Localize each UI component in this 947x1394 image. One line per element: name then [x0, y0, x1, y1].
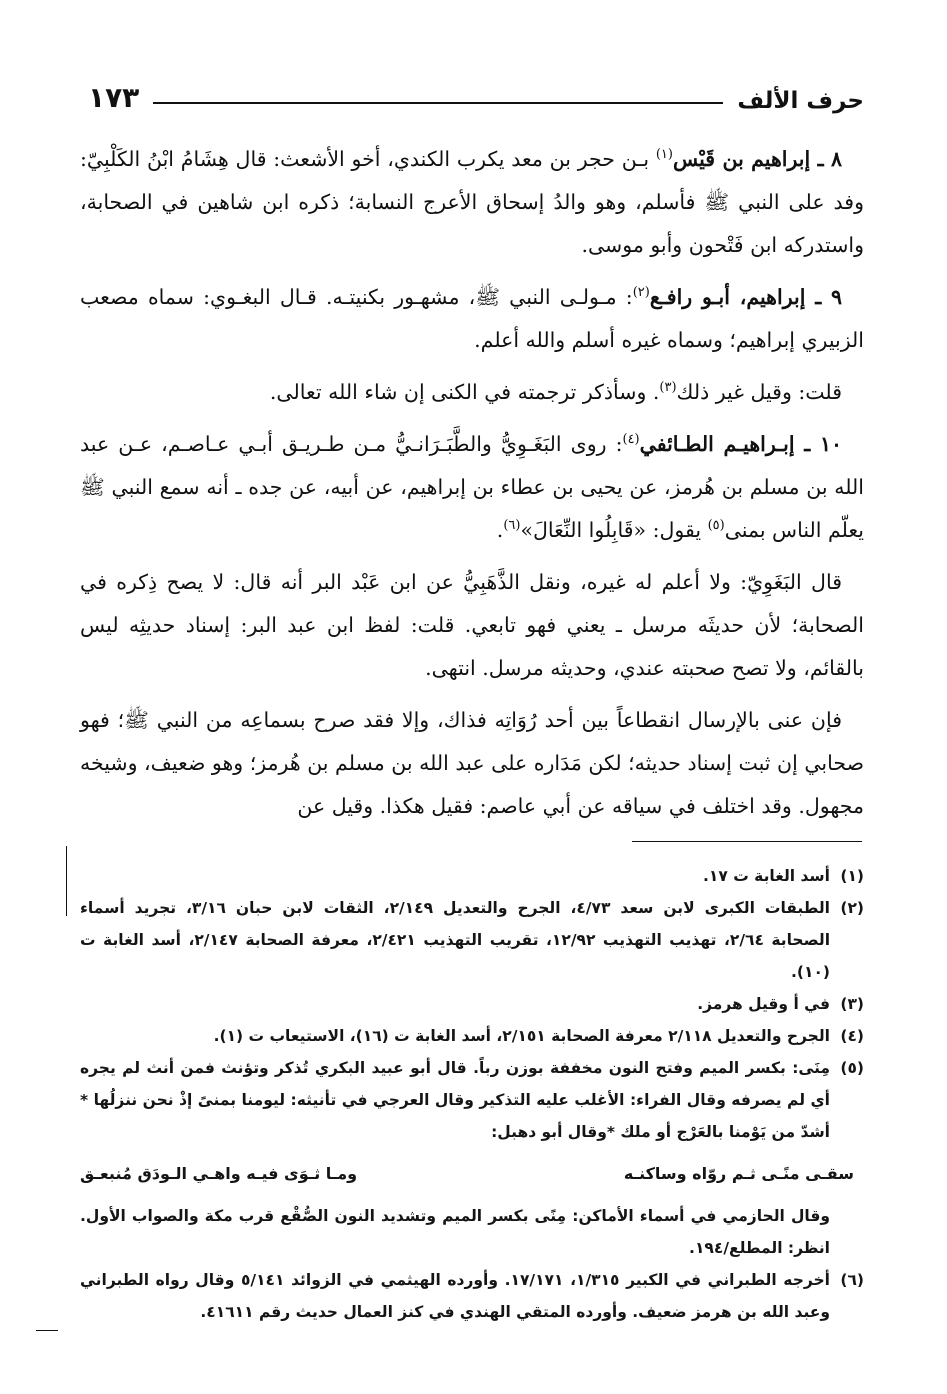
footnote-number: (١): [840, 867, 864, 885]
entry-heading: ٨ ـ إبراهيم بن قَيْس: [672, 147, 842, 171]
chapter-title: حرف الألف: [737, 88, 864, 114]
footnote-text: في أ وقيل هرمز.: [697, 995, 830, 1013]
footnote-1: [80, 860, 864, 892]
main-text: [80, 138, 864, 837]
entry-text: بـن حجر بن معد يكرب الكندي، أخو الأشعث: قال هِشَامُ ابْنُ الكَلْبِيّ: وفد على النبي ﷺ فأسلم، وهو والدُ إسحاق الأعرج النسابة؛ ذكره ابن شاهين في الصحابة، واستدركه ابن فَتْحون وأبو موسى.: [80, 147, 864, 257]
entry-10: [80, 423, 864, 552]
entry-text: : مـولـى النبي ﷺ، مشهـور بكنيتـه. قـال البغـوي: سماه مصعب الزبيري إبراهيم؛ وسماه غيره أسلم والله أعلم.: [80, 285, 864, 352]
footnote-number: (٥): [840, 1059, 864, 1077]
footnote-number: (٦): [840, 1271, 864, 1289]
entry-text: : روى البَغَـوِيُّ والطَّبَـرَانـيُّ مـن طـريـق أبـي عـاصـم، عـن عبد الله بن مسلم بن هُرمز، عن يحيى بن عطاء بن إبراهيم، عن أبيه، عن جده ـ أنه سمع النبي ﷺ يعلّم الناس بمنى: [80, 432, 864, 542]
margin-dash: [36, 1330, 58, 1331]
paragraph: قال البَغَوِيّ: ولا أعلم له غيره، ونقل الذَّهَبِيُّ عن ابن عَبْد البر أنه قال: لا يصح ذِكره في الصحابة؛ لأن حديثَه مرسل ـ يعني فهو تابعي. قلت: لفظ ابن عبد البر: إسناد حديثِه ليس بالقائم، ولا تصح صحبته عندي، وحديثه مرسل. انتهى.: [80, 570, 864, 680]
entry-8: [80, 138, 864, 267]
footnote-number: (٣): [840, 995, 864, 1013]
footnote-text: الطبقات الكبرى لابن سعد ٤/٧٣، الجرح والتعديل ٢/١٤٩، الثقات لابن حبان ٣/١٦، تجريد أسماء الصحابة ٢/٦٤، تهذيب التهذيب ١٢/٩٢، تقريب التهذيب ٢/٤٢١، معرفة الصحابة ٢/١٤٧، أسد الغابة ت (١٠).: [80, 899, 831, 981]
footnote-ref[interactable]: (٥): [707, 518, 725, 534]
page-header: [88, 74, 864, 114]
header-rule: [153, 102, 723, 104]
paragraph-text: قلت: وقيل غير ذلك: [676, 380, 842, 404]
paragraph-text: . وسأذكر ترجمته في الكنى إن شاء الله تعالى.: [269, 380, 660, 404]
entry-text: يقول: «قَابِلُوا النِّعَالَ»: [520, 518, 708, 542]
paragraph: فإن عنى بالإرسال انقطاعاً بين أحد رُوَاتِه فذاك، وإلا فقد صرح بسماعِه من النبي ﷺ؛ فهو صحابي إن ثبت إسناد حديثه؛ لكن مَدَاره على عبد الله بن مسلم بن هُرمز؛ وهو ضعيف، وشيخه مجهول. وقد اختلف في سياقه عن أبي عاصم: فقيل هكذا. وقيل عن: [80, 708, 864, 818]
poem-verse: [80, 1148, 854, 1200]
footnote-ref[interactable]: (٢): [632, 285, 650, 301]
footnote-text: أخرجه الطبراني في الكبير ١/٣١٥، ١٧/١٧١. وأورده الهيثمي في الزوائد ٥/١٤١ وقال رواه الطبراني وعبد الله بن هرمز ضعيف. وأورده المتقي الهندي في كنز العمال حديث رقم ٤١٦١١.: [80, 1271, 830, 1321]
footnote-ref[interactable]: (٤): [622, 432, 640, 448]
paragraph: [80, 371, 864, 414]
footnote-4: [80, 1020, 864, 1052]
footnote-text: الجرح والتعديل ٢/١١٨ معرفة الصحابة ٢/١٥١، أسد الغابة ت (١٦)، الاستيعاب ت (١).: [213, 1027, 830, 1045]
entry-9: [80, 276, 864, 362]
footnote-ref[interactable]: (٦): [503, 518, 521, 534]
verse-hemistich-left: ومـا ثـوَى فيـه واهـي الـودَق مُنبعـق: [80, 1164, 358, 1183]
entry-heading: ١٠ ـ إبـراهيـم الطـائفي: [639, 432, 842, 456]
entry-text: .: [496, 518, 504, 542]
footnote-3: [80, 988, 864, 1020]
footnote-5-continuation: وقال الحازمي في أسماء الأماكن: مِنًى بكسر الميم وتشديد النون الصُّقْع قرب مكة والصواب الأول. انظر: المطلع/١٩٤.: [80, 1207, 830, 1257]
footnote-ref[interactable]: (١): [655, 147, 673, 163]
footnote-text: مِنَى: بكسر الميم وفتح النون مخففة بوزن رباً. قال أبو عبيد البكري تُذكر وتؤنث فمن أنث لم يجره أي لم يصرفه وقال الفراء: الأغلب عليه التذكير وقال العرجي في تأنيثه: ليومنا بمنىً إذْ نحن ننزلُها * أشدّ من يَوْمنا بالعَرْج أو ملك *وقال أبو دهبل:: [80, 1059, 830, 1141]
footnote-6: [80, 1264, 864, 1328]
footnote-text: أسد الغابة ت ١٧.: [702, 867, 830, 885]
footnote-number: (٤): [840, 1027, 864, 1045]
footnotes: [80, 860, 864, 1328]
entry-heading: ٩ ـ إبراهيم، أبـو رافـع: [649, 285, 842, 309]
page-number: ١٧٣: [88, 81, 140, 114]
footnote-2: [80, 892, 864, 988]
verse-hemistich-right: سقـى منًـى ثـم روّاه وساكنـه: [623, 1164, 854, 1183]
footnote-ref[interactable]: (٣): [659, 380, 677, 396]
footnote-5: [80, 1052, 864, 1148]
margin-mark: [66, 846, 67, 916]
footnote-number: (٢): [840, 899, 864, 917]
footnote-separator: [632, 841, 862, 842]
